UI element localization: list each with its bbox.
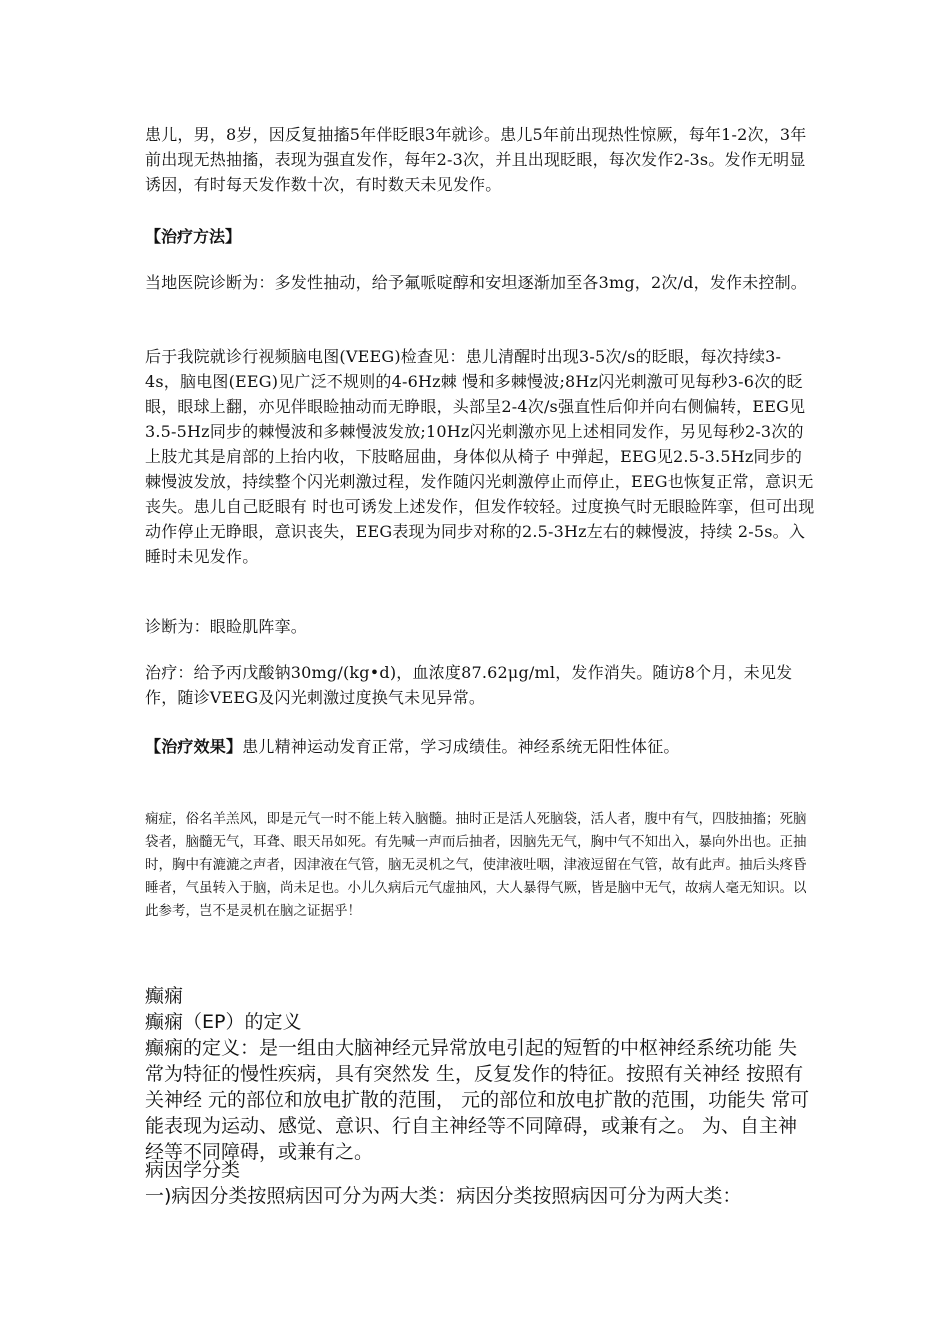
etiology-line: 一)病因分类按照病因可分为两大类：病因分类按照病因可分为两大类：	[145, 1185, 742, 1207]
epilepsy-definition: 癫痫的定义：是一组由大脑神经元异常放电引起的短暂的中枢神经系统功能 失常为特征的慢性疾病，具有突然发 生，反复发作的特征。按照有关神经 按照有关神经 元的部位和放电扩散的范围， 元的部位和放电扩散的范围，功能失 常可能表现为运动、感觉、意识、行自主神经等不同障碍，或兼有之。 为、自主神经等不同障碍，或兼有之。	[145, 1037, 810, 1163]
case-intro: 患儿，男，8岁，因反复抽搐5年伴眨眼3年就诊。患儿5年前出现热性惊厥，每年1-2次，3年前出现无热抽搐，表现为强直发作，每年2-3次，并且出现眨眼，每次发作2-3s。发作无明显诱因，有时每天发作数十次，有时数天未见发作。	[145, 125, 807, 194]
treatment-effect	[145, 734, 815, 759]
therapy: 治疗：给予丙戊酸钠30mg/(kg•d)，血浓度87.62μg/ml，发作消失。随访8个月，未见发作，随诊VEEG及闪光刺激过度换气未见异常。	[145, 663, 793, 707]
epilepsy-definition-title: 癫痫（EP）的定义	[145, 1011, 302, 1033]
diagnosis: 诊断为：眼睑肌阵挛。	[145, 617, 308, 636]
classical-quote: 痫症，俗名羊羔风，即是元气一时不能上转入脑髓。抽时正是活人死脑袋，活人者，腹中有气，四肢抽搐；死脑袋者，脑髓无气，耳聋、眼天吊如死。有先喊一声而后抽者，因脑先无气，胸中气不知出入，暴向外出也。正抽时，胸中有漉漉之声者，因津液在气管，脑无灵机之气，使津液吐咽，津液逗留在气管，故有此声。抽后头疼昏睡者，气虽转入于脑，尚未足也。小儿久病后元气虚抽风，大人暴得气厥，皆是脑中无气，故病人毫无知识。以此参考，岂不是灵机在脑之证据乎！	[145, 811, 807, 919]
local-diagnosis: 当地医院诊断为：多发性抽动，给予氟哌啶醇和安坦逐渐加至各3mg，2次/d，发作未控制。	[145, 273, 808, 292]
veeg-findings: 后于我院就诊行视频脑电图(VEEG)检查见：患儿清醒时出现3-5次/s的眨眼，每次持续3-4s，脑电图(EEG)见广泛不规则的4-6Hz棘 慢和多棘慢波;8Hz闪光刺激可见每秒3-6次的眨眼，眼球上翻，亦见伴眼睑抽动而无睁眼，头部呈2-4次/s强直性后仰并向右侧偏转，EEG见 3.5-5Hz同步的棘慢波和多棘慢波发放;10Hz闪光刺激亦见上述相同发作，另见每秒2-3次的上肢尤其是肩部的上抬内收，下肢略屈曲，身体似从椅子 中弹起，EEG见2.5-3.5Hz同步的棘慢波发放，持续整个闪光刺激过程，发作随闪光刺激停止而停止，EEG也恢复正常，意识无丧失。患儿自己眨眼有 时也可诱发上述发作，但发作较轻。过度换气时无眼睑阵挛，但可出现动作停止无睁眼，意识丧失，EEG表现为同步对称的2.5-3Hz左右的棘慢波，持续 2-5s。入睡时未见发作。	[145, 347, 815, 566]
epilepsy-title: 癫痫	[145, 985, 184, 1007]
etiology-title: 病因学分类	[145, 1159, 241, 1181]
effect-heading: 【治疗效果】	[145, 737, 243, 756]
effect-text: 患儿精神运动发育正常，学习成绩佳。神经系统无阳性体征。	[242, 737, 680, 756]
treatment-heading: 【治疗方法】	[145, 227, 242, 246]
